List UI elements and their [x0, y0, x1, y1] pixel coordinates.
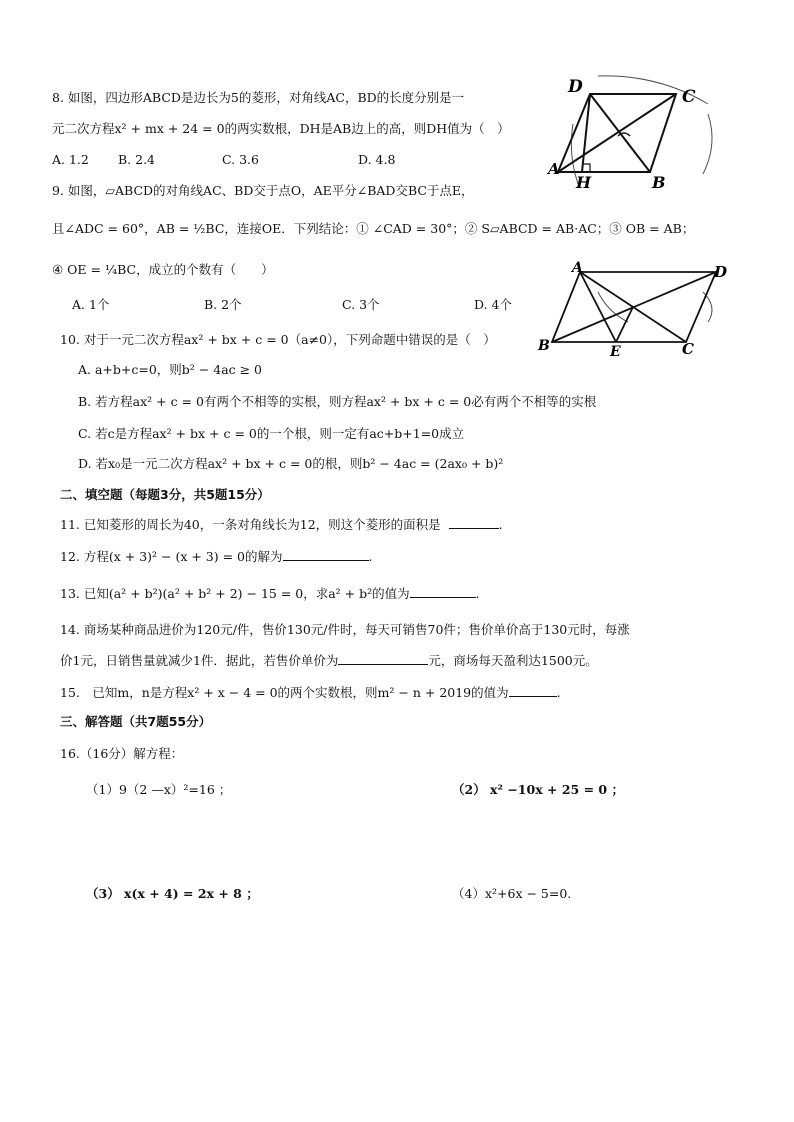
q9-option-a: A. 1个	[72, 297, 110, 312]
label-h: H	[576, 173, 592, 192]
label-d: D	[568, 77, 583, 97]
q8-option-a: A. 1.2	[52, 152, 89, 167]
diagonal-ac	[558, 94, 676, 172]
q10-option-b: B. 若方程ax² + c = 0有两个不相等的实根，则方程ax² + bx + c = 0必有两个不相等的实根	[78, 394, 597, 409]
q8-option-b: B. 2.4	[118, 152, 156, 167]
section-3-title: 三、解答题（共7题55分）	[60, 714, 212, 729]
figure-q9-parallelogram	[538, 262, 728, 360]
q11-answer-blank[interactable]	[449, 516, 499, 529]
q11	[60, 516, 503, 533]
q12	[60, 548, 373, 565]
label-c: C	[682, 340, 694, 358]
q10-option-c: C. 若c是方程ax² + bx + c = 0的一个根，则一定有ac+b+1=0成立	[78, 426, 465, 441]
q14-text-b: 元，商场每天盈利达1500元。	[428, 653, 598, 668]
q9-line2: 且∠ADC = 60°，AB = ½BC，连接OE．下列结论：① ∠CAD = 30°；② S▱ABCD = AB·AC；③ OB = AB；	[52, 221, 695, 236]
q8-option-c: C. 3.6	[222, 152, 259, 167]
q14-text-a: 价1元，日销售量就减少1件．据此，若售价单价为	[60, 653, 339, 668]
label-a: A	[548, 160, 560, 178]
q10-stem: 10. 对于一元二次方程ax² + bx + c = 0（a≠0），下列命题中错误的是（ ）	[60, 332, 496, 347]
q10-option-d: D. 若x₀是一元二次方程ax² + bx + c = 0的根，则b² − 4ac = (2ax₀ + b)²	[78, 456, 504, 471]
q9-option-d: D. 4个	[474, 297, 512, 312]
label-b: B	[538, 338, 550, 354]
q15-text: 15. 已知m，n是方程x² + x − 4 = 0的两个实数根，则m² − n + 2019的值为	[60, 685, 509, 700]
q9-option-c: C. 3个	[342, 297, 380, 312]
diagonal-bd	[590, 94, 650, 172]
label-e: E	[610, 344, 621, 360]
q8-stem-line1: 8. 如图，四边形ABCD是边长为5的菱形，对角线AC，BD的长度分别是一	[52, 90, 465, 105]
construction-arcs-q9	[598, 292, 712, 322]
q14-line1: 14. 商场某种商品进价为120元/件，售价130元/件时，每天可销售70件；售价单价高于130元时，每涨	[60, 622, 630, 637]
q13-text: 13. 已知(a² + b²)(a² + b² + 2) − 15 = 0，求a² + b²的值为	[60, 586, 410, 601]
q8-option-d: D. 4.8	[358, 152, 396, 167]
q11-end: .	[498, 517, 503, 532]
q12-text: 12. 方程(x + 3)² − (x + 3) = 0的解为	[60, 549, 283, 564]
label-a: A	[572, 260, 583, 276]
label-d: D	[714, 263, 728, 281]
q16-part-4: （4）x²+6x − 5=0.	[452, 886, 572, 901]
label-c: C	[682, 87, 696, 107]
q16-part-2: （2） x² −10x + 25 = 0 ；	[452, 782, 624, 797]
q9-option-b: B. 2个	[204, 297, 242, 312]
q16-title: 16.（16分）解方程：	[60, 746, 184, 761]
q9-line3: ④ OE = ¼BC，成立的个数有（ ）	[52, 262, 274, 277]
q15-answer-blank[interactable]	[509, 684, 557, 697]
q15-end: .	[556, 685, 561, 700]
q13	[60, 585, 480, 602]
segment-oe	[616, 307, 633, 342]
section-2-title: 二、填空题（每题3分，共5题15分）	[60, 487, 270, 502]
q12-end: .	[368, 549, 373, 564]
q13-end: .	[475, 586, 480, 601]
segment-ae	[580, 272, 616, 342]
q15	[60, 684, 561, 701]
q14-line2	[60, 652, 598, 669]
figure-q8-rhombus	[538, 74, 728, 194]
q12-answer-blank[interactable]	[283, 548, 369, 561]
q8-stem-line2: 元二次方程x² + mx + 24 = 0的两实数根，DH是AB边上的高，则DH值为（ ）	[52, 121, 510, 136]
q16-part-1: （1）9（2 —x）²=16 ；	[86, 782, 232, 797]
q10-option-a: A. a+b+c=0，则b² − 4ac ≥ 0	[78, 362, 263, 377]
q13-answer-blank[interactable]	[410, 585, 476, 598]
q16-part-3: （3） x(x + 4) = 2x + 8 ；	[86, 886, 259, 901]
q9-line1: 9. 如图，▱ABCD的对角线AC、BD交于点O，AE平分∠BAD交BC于点E，	[52, 183, 474, 198]
label-b: B	[652, 173, 666, 192]
q11-text: 11. 已知菱形的周长为40，一条对角线长为12，则这个菱形的面积是	[60, 517, 441, 532]
q14-answer-blank[interactable]	[338, 652, 428, 665]
